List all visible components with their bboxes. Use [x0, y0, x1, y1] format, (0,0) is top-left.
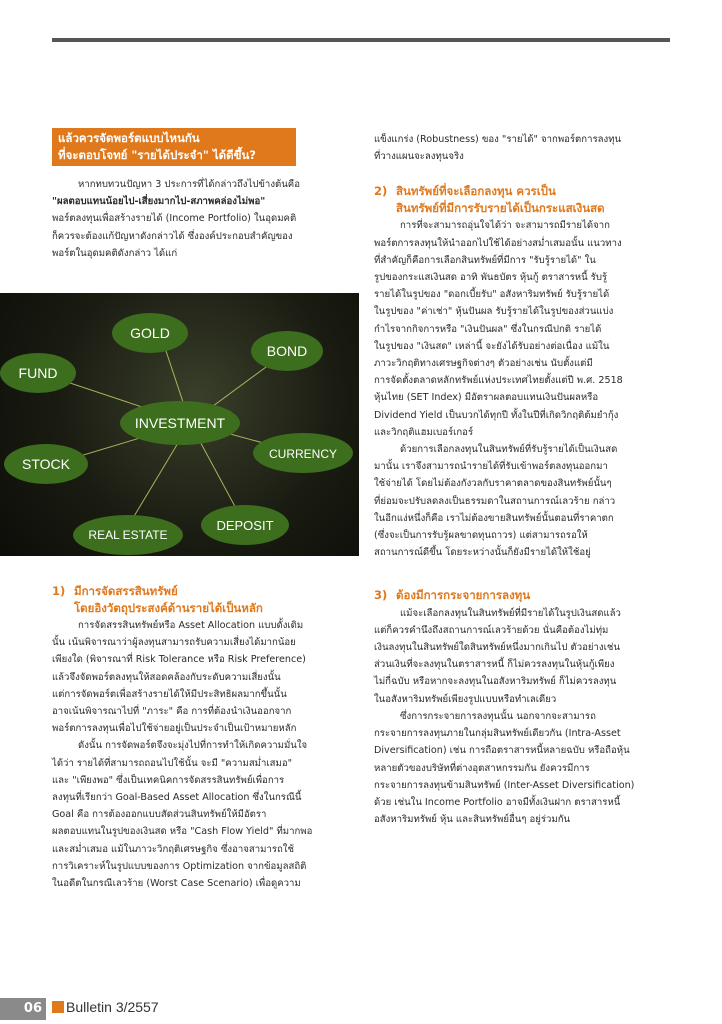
section-1: [52, 583, 358, 892]
body-line: Diversification) เช่น การถือตราสารหนี้หลายฉบับ หรือถือหุ้น: [374, 745, 630, 757]
body-line: ใช้จ่ายได้ โดยไม่ต้องกังวลกับราคาตลาดของสินทรัพย์นั้นๆ: [374, 478, 612, 490]
bulletin-logo-icon: [52, 1001, 64, 1013]
body-line: การที่จะสามารถอุ่นใจได้ว่า จะสามารถมีรายได้จาก: [400, 220, 610, 232]
body-line: ที่วางแผนจะลงทุนจริง: [374, 151, 464, 163]
body-line: รายได้ในรูปของ "ดอกเบี้ยรับ" อสังหาริมทรัพย์ รับรู้รายได้: [374, 289, 610, 301]
body-line: หุ้นไทย (SET Index) มีอัตราผลตอบแทนเงินปันผลหรือ: [374, 392, 599, 404]
section-3-heading: [374, 587, 672, 604]
body-line: ด้วย เช่นใน Income Portfolio อาจมีทั้งเงินฝาก ตราสารหนี้: [374, 796, 621, 808]
body-line: พอร์ตการลงทุนให้นำออกไปใช้ได้อย่างสม่ำเสมอนั้น แนวทาง: [374, 237, 622, 249]
section-1-heading: [52, 583, 358, 617]
section-1-number: 1): [52, 584, 66, 598]
body-line: แม้จะเลือกลงทุนในสินทรัพย์ที่มีรายได้ในรูปเงินสดแล้ว: [400, 607, 621, 619]
body-line: หลายตัวของบริษัทที่ต่างอุตสาหกรรมกัน ยังควรมีการ: [374, 762, 590, 774]
label-gold: GOLD: [130, 325, 170, 341]
publication-mark: [52, 999, 159, 1015]
body-line: กระจายการลงทุนข้ามสินทรัพย์ (Inter-Asset Diversification): [374, 779, 635, 791]
section-title: [52, 128, 296, 166]
intro-line: ก็ควรจะต้องแก้ปัญหาดังกล่าวได้ ซึ่งองค์ประกอบสำคัญของ: [52, 230, 293, 242]
investment-diagram: [0, 293, 359, 556]
body-line: เพียงใด (พิจารณาที่ Risk Tolerance หรือ Risk Preference): [52, 654, 306, 666]
body-line: Goal คือ การต้องออกแบบสัดส่วนสินทรัพย์ให้มีอัตรา: [52, 809, 267, 821]
body-line: กำไรจากกิจการหรือ "เงินปันผล" ซึ่งในกรณีปกติ รายได้: [374, 323, 602, 335]
intro-line: พอร์ตลงทุนเพื่อสร้างรายได้ (Income Portfolio) ในอุดมคติ: [52, 213, 297, 225]
body-line: อสังหาริมทรัพย์ หุ้น และสินทรัพย์อื่นๆ อยู่ร่วมกัน: [374, 814, 571, 826]
section-2-heading-line2: สินทรัพย์ที่มีการรับรายได้เป็นกระแสเงินสด: [396, 201, 605, 216]
label-bond: BOND: [266, 343, 308, 359]
label-fund: FUND: [18, 365, 58, 381]
body-line: สถานการณ์ดีขึ้น โดยระหว่างนั้นก็ยังมีรายได้ให้ใช้อยู่: [374, 547, 591, 559]
label-deposit: DEPOSIT: [216, 518, 274, 533]
body-line: แข็งแกร่ง (Robustness) ของ "รายได้" จากพอร์ตการลงทุน: [374, 134, 622, 145]
body-line: ไม่กี่ฉบับ หรือหากจะลงทุนในอสังหาริมทรัพย์ ก็ไม่ควรลงทุน: [374, 676, 617, 688]
section-2-heading: [374, 183, 672, 217]
body-line: มานั้น เราจึงสามารถนำรายได้ที่รับเข้าพอร์ตลงทุนออกมา: [374, 461, 608, 473]
section-title-line2: ที่จะตอบโจทย์ "รายได้ประจำ" ได้ดีขึ้น?: [58, 148, 256, 162]
label-stock: STOCK: [22, 456, 70, 472]
page-footer: [0, 998, 722, 1020]
section-1-heading-line1: มีการจัดสรรสินทรัพย์: [74, 584, 178, 598]
investment-concept-image: [0, 293, 359, 556]
body-line: ที่สำคัญก็คือการเลือกสินทรัพย์ที่มีการ "รับรู้รายได้" ใน: [374, 254, 596, 266]
page-number: 06: [0, 998, 46, 1020]
body-line: พอร์ตการลงทุนเพื่อไปใช้จ่ายอยู่เป็นประจำเป็นเป้าหมายหลัก: [52, 723, 297, 735]
body-line: ในอีกแง่หนึ่งก็คือ เราไม่ต้องขายสินทรัพย์นั้นตอนที่ราคาตก: [374, 512, 614, 524]
publication-name: Bulletin: [66, 999, 112, 1015]
body-line: Dividend Yield เป็นบวกได้ทุกปี ทั้งในปีที่เกิดวิกฤติต้มยำกุ้ง: [374, 409, 619, 421]
body-line: กระจายการลงทุนภายในกลุ่มสินทรัพย์เดียวกัน (Intra-Asset: [374, 728, 621, 740]
body-line: ด้วยการเลือกลงทุนในสินทรัพย์ที่รับรู้รายได้เป็นเงินสด: [400, 444, 618, 456]
label-real-estate: REAL ESTATE: [88, 528, 168, 542]
issue-number: 3/2557: [115, 999, 159, 1015]
body-line: ดังนั้น การจัดพอร์ตจึงจะมุ่งไปที่การทำให้เกิดความมั่นใจ: [78, 740, 308, 752]
intro-line: "ผลตอบแทนน้อยไป-เสี่ยงมากไป-สภาพคล่องไม่พอ": [52, 196, 266, 208]
section-3-heading-line: ต้องมีการกระจายการลงทุน: [396, 588, 531, 603]
body-line: ในอสังหาริมทรัพย์เพียงรูปแบบหรือทำเลเดียว: [374, 693, 557, 705]
body-line: แต่ก็ควรคำนึงถึงสถานการณ์เลวร้ายด้วย นั่นคือต้องไม่ทุ่ม: [374, 624, 609, 636]
intro-line: พอร์ตในอุดมคติดังกล่าว ได้แก่: [52, 247, 178, 259]
body-line: การวิเคราะห์ในรูปแบบของการ Optimization จากข้อมูลสถิติ: [52, 860, 307, 872]
right-column: [374, 131, 672, 828]
body-line: รูปของกระแสเงินสด อาทิ พันธบัตร หุ้นกู้ ตราสารหนี้ รับรู้: [374, 272, 608, 284]
body-line: ได้ว่า รายได้ที่สามารถถอนไปใช้นั้น จะมี "ความสม่ำเสมอ": [52, 757, 293, 769]
body-line: และสม่ำเสมอ แม้ในภาวะวิกฤติเศรษฐกิจ ซึ่งอาจสามารถใช้: [52, 843, 294, 855]
body-line: การจัดตั้งตลาดหลักทรัพย์แห่งประเทศไทยตั้งแต่ปี พ.ศ. 2518: [374, 375, 623, 387]
body-line: (ซึ่งจะเป็นการรับรู้ผลขาดทุนถาวร) แต่สามารถรอให้: [374, 530, 588, 542]
intro-line: หากทบทวนปัญหา 3 ประการที่ได้กล่าวถึงไปข้างต้นคือ: [78, 179, 300, 190]
body-line: การจัดสรรสินทรัพย์หรือ Asset Allocation แบบดั้งเดิม: [78, 620, 304, 631]
body-line: อาจเน้นพิจารณาไปที่ "ภาระ" คือ การที่ต้องนำเงินออกจาก: [52, 706, 292, 718]
section-title-line1: แล้วควรจัดพอร์ตแบบไหนกัน: [58, 131, 200, 145]
body-line: ในอดีตในกรณีเลวร้าย (Worst Case Scenario) เพื่อดูความ: [52, 878, 301, 890]
body-line: ส่วนเงินที่จะลงทุนในตราสารหนี้ ก็ไม่ควรลงทุนในหุ้นกู้เพียง: [374, 659, 615, 671]
body-line: แต่การจัดพอร์ตเพื่อสร้างรายได้ให้มีประสิทธิผลมากขึ้นนั้น: [52, 688, 287, 700]
body-line: ในรูปของ "ค่าเช่า" หุ้นปันผล รับรู้รายได้ในรูปของส่วนแบ่ง: [374, 306, 614, 318]
body-line: แล้วจึงจัดพอร์ตลงทุนให้สอดคล้องกับระดับความเสี่ยงนั้น: [52, 671, 281, 683]
section-1-heading-line2: โดยอิงวัตถุประสงค์ด้านรายได้เป็นหลัก: [74, 601, 263, 615]
intro-paragraph: [52, 176, 358, 262]
body-line: ซึ่งการกระจายการลงทุนนั้น นอกจากจะสามารถ: [400, 710, 596, 722]
label-currency: CURRENCY: [268, 447, 338, 461]
label-investment: INVESTMENT: [134, 415, 226, 431]
body-line: และ "เพียงพอ" ซึ่งเป็นเทคนิคการจัดสรรสินทรัพย์เพื่อการ: [52, 774, 285, 786]
header-rule: [52, 38, 670, 42]
section-2-heading-line1: สินทรัพย์ที่จะเลือกลงทุน ควรเป็น: [396, 184, 556, 199]
section-2-number: 2): [374, 184, 388, 199]
body-line: ในรูปของ "เงินสด" เหล่านี้ จะยังได้รับอย่างต่อเนื่อง แม้ใน: [374, 340, 610, 352]
body-line: นั้น เน้นพิจารณาว่าผู้ลงทุนสามารถรับความเสี่ยงได้มากน้อย: [52, 637, 296, 649]
body-line: และวิกฤติแฮมเบอร์เกอร์: [374, 426, 474, 438]
body-line: ที่ย่อมจะปรับลดลงเป็นธรรมดาในสถานการณ์เลวร้าย กล่าว: [374, 495, 616, 507]
body-line: ลงทุนที่เรียกว่า Goal-Based Asset Allocation ซึ่งในกรณีนี้: [52, 792, 302, 804]
section-3-number: 3): [374, 588, 388, 603]
body-line: ภาวะวิกฤติทางเศรษฐกิจต่างๆ ตัวอย่างเช่น นับตั้งแต่มี: [374, 358, 593, 370]
body-line: ผลตอบแทนในรูปของเงินสด หรือ "Cash Flow Yield" ที่มากพอ: [52, 826, 313, 838]
body-line: เงินลงทุนในสินทรัพย์ใดสินทรัพย์หนึ่งมากเกินไป ตัวอย่างเช่น: [374, 642, 620, 654]
